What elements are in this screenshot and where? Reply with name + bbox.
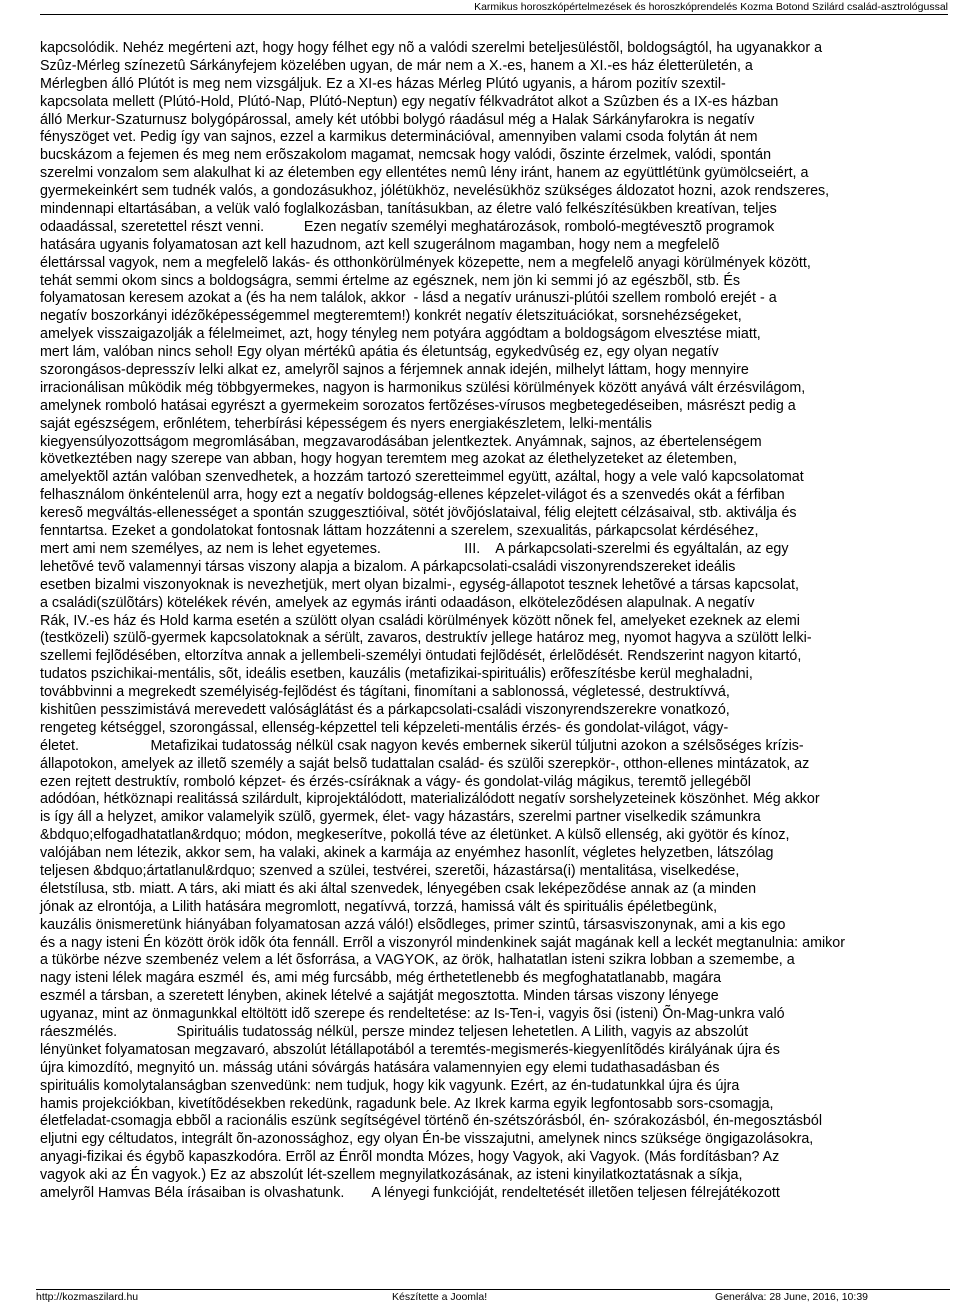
- text-line: amelyrõl Hamvas Béla írásaiban is olvashatunk. A lényegi funkcióját, rendeltetését illetõen teljesen félrejátékozott: [40, 1185, 780, 1201]
- text-line: életet. Metafizikai tudatosság nélkül csak nagyon kevés embernek sikerül túljutni azokon a szélsõséges krízis-: [40, 737, 804, 754]
- text-line: következtében nagy szerepe van abban, hogy hogyan teremtem meg azokat az élethelyzeteket az életemben,: [40, 451, 738, 468]
- text-line: mert ami nem személyes, az nem is lehet egyetemes. III. A párkapcsolati-szerelmi és egyáltalán, az egy: [40, 540, 789, 557]
- page-header: [0, 0, 960, 14]
- text-line: kiegyensúlyozottságom megromlásában, megzavarodásában jelentkeztek. Anyámnak, sajnos, az ébertelenségem: [40, 433, 762, 450]
- footer-url-link[interactable]: http://kozmaszilard.hu: [36, 1291, 139, 1303]
- text-line: odaadással, szeretettel részt venni. Ezen negatív személyi meghatározások, romboló-megtévesztõ programok: [40, 218, 775, 235]
- text-line: mindennapi eltartásában, a velük való foglalkozásban, tanításukban, az életre való felkészítésükben kreatívan, teljes: [40, 201, 777, 218]
- text-line: keresõ megváltás-ellenességet a spontán szuggesztióival, sötét jövõjóslataival, félig elejtett célzásaival, stb. aktiválja és: [40, 505, 797, 522]
- text-line: felhasználom önkéntelenül arra, hogy ezt a negatív boldogság-ellenes képzelet-világot és a szenvedés okát a férfiban: [40, 487, 785, 504]
- text-line: a tükörbe nézve szembenéz velem a lét õsforrása, a VAGYOK, az örök, halhatatlan isteni szikra lobban a szemembe, a: [40, 952, 795, 969]
- article-body: [40, 40, 960, 1203]
- text-line: tehát semmi okom sincs a boldogságra, semmi értelme az egésznek, nem jön ki semmi jó az egészbõl, stb. És: [40, 272, 741, 289]
- text-line: mert lám, valóban nincs sehol! Egy olyan mértékû apátia és életuntság, egykedvûség ez, egy olyan negatív: [40, 344, 719, 361]
- page-footer: [0, 1289, 960, 1303]
- text-line: esetben bizalmi viszonyoknak is nevezhetjük, mert olyan bizalmi-, egység-állapotot tesznek lehetõvé a társas kapcsolat,: [40, 576, 799, 593]
- text-line: eszmél a társban, a szeretett lényben, akinek lételvé a sajátját megosztotta. Minden társas viszony lényege: [40, 988, 719, 1005]
- text-line: életstílusa, stb. miatt. A társ, aki miatt és aki által szenvedek, lényegében csak leképezõdése annak az (a minden: [40, 880, 757, 897]
- text-line: jónak az elrontója, a Lilith hatására megromlott, negatívvá, torzzá, hamissá vált és spirituális épéletbegünk,: [40, 898, 718, 915]
- text-line: folyamatosan keresem azokat a (és ha nem találok, akkor - lásd a negatív uránuszi-plútói szellem romboló erejét - a: [40, 290, 777, 307]
- text-line: életfeladat-csomagja ebbõl a racionális eszünk segítségével történõ én-szétszórásból, én- szórakozásból, én-megosztásból: [40, 1113, 822, 1130]
- text-line: nagy isteni lélek magára eszmél és, ami még furcsább, még érthetetlenebb és megfoghatatlanabb, magára: [40, 970, 722, 987]
- header-divider: [40, 14, 948, 15]
- text-line: gyermekeinkért sem tudnék valós, a gondozásukhoz, jólétükhöz, nevelésükhöz szükséges áldozatot hozni, azok rendszeres,: [40, 183, 830, 200]
- text-line: lehetõvé tevõ valamennyi társas viszony alapja a bizalom. A párkapcsolati-családi viszonyrendszereket ideális: [40, 558, 736, 575]
- footer-credit: Készítette a Joomla!: [392, 1291, 488, 1303]
- footer-generated-date: Generálva: 28 June, 2016, 10:39: [715, 1291, 868, 1303]
- text-line: hamis projekciókban, kivetítõdésekben rekedünk, ragadunk bele. Az Ikrek karma egyik legfontosabb sors-csomagja,: [40, 1095, 774, 1112]
- text-line: irracionálisan mûködik még többgyermekes, nagyon is harmonikus szülési körülmények között anyává vált érzésvilágom,: [40, 379, 806, 396]
- text-line: vagyok aki az Én vagyok.) Ez az abszolút lét-szellem megnyilatkozásának, az isteni kinyilatkoztatásnak a síkja,: [40, 1167, 743, 1184]
- text-line: továbbvinni a megrekedt személyiség-fejlõdést és tágítani, finomítani a sablonossá, végletessé, destruktívvá,: [40, 684, 730, 701]
- text-line: spirituális komolytalanságban szenvedünk: nem tudjuk, hogy kik vagyunk. Ezért, az én-tudatunkkal újra és újra: [40, 1077, 740, 1094]
- text-line: bucskázom a fejemen és meg nem erõszakolom magamat, nemcsak hogy valódi, õszinte érzelmek, valódi, spontán: [40, 147, 772, 164]
- text-line: állapotokon, amelyek az illetõ személy a saját belsõ tudattalan család- és szülõi szerepkör-, otthon-ellenes mintázatok, az: [40, 755, 810, 772]
- text-line: teljesen &bdquo;ártatlanul&rdquo; szenved a szülei, testvérei, szeretõi, házastársa(i) mentalitása, viselkedése,: [40, 862, 740, 879]
- text-line: álló Merkur-Szaturnusz bolygópárossal, amely két utóbbi bolygó ráadásul még a Halak Sárkányfarokra is negatív: [40, 111, 755, 128]
- text-line: kishitûen pesszimistává merevedett valóságlátást és a párkapcsolati-családi viszonyrendszerekre vonatkozó,: [40, 701, 730, 718]
- text-line: kapcsolódik. Nehéz megérteni azt, hogy hogy félhet egy nõ a valódi szerelmi beteljesüléstõl, boldogságtól, ha ugyanakkor a: [40, 40, 823, 56]
- text-line: rengeteg kétséggel, szorongással, ellenség-képzettel teli képzeleti-mentális érzés- és gondolat-világot, vágy-: [40, 719, 729, 736]
- text-line: amelyek visszaigazolják a félelmeimet, azt, hogy tényleg nem potyára aggódtam a boldogságom elvesztése miatt,: [40, 326, 761, 343]
- text-line: szellemi fejlõdésében, eltorzítva annak a jellembeli-személyi öntudati fejlõdését, érlelõdését. Rendszerint nagyon kitartó,: [40, 648, 802, 665]
- text-line: adódóan, hétköznapi realitássá szilárdult, kiprojektálódott, materializálódott negatív sorshelyzeteinek köszönhet. Még akkor: [40, 791, 820, 808]
- text-line: hatására ugyanis folyamatosan azt kell hazudnom, azt kell szugerálnom magamban, hogy nem a megfelelõ: [40, 236, 720, 253]
- text-line: ezen rejtett destruktív, romboló képzet- és érzés-csíráknak a vágy- és gondolat-világ mágikus, teremtõ jellegébõl: [40, 773, 751, 790]
- text-line: Szûz-Mérleg színezetû Sárkányfejem közelében ugyan, de már nem a X.-es, hanem a XI.-es ház életterületén, a: [40, 57, 753, 74]
- text-line: fényszöget vet. Pedig így van sajnos, ezzel a karmikus determinációval, amennyiben valami csoda folytán át nem: [40, 129, 758, 146]
- footer-divider: [36, 1289, 950, 1290]
- text-line: negatív boszorkányi idézõképességemmel megteremtem!) konkrét negatív életszituációkat, sorsnehézségeket,: [40, 308, 742, 325]
- text-line: tudatos pszichikai-mentális, sõt, ideális esetben, kauzális (metafizikai-spirituális) erõfeszítésbe kerül meghaladni,: [40, 666, 753, 683]
- text-line: a családi(szülõtárs) kötelékek révén, amelyek az egymás iránti odaadáson, elkötelezõdésen alapulnak. A negatív: [40, 594, 755, 611]
- text-line: &bdquo;elfogadhatatlan&rdquo; módon, megkeserítve, pokollá téve az életünket. A külsõ ellenség, aki gyötör és kínoz,: [40, 827, 790, 844]
- text-line: lényünket folyamatosan megzavaró, abszolút létállapotából a teremtés-megismerés-kiegyenlítõdés királyának újra és: [40, 1041, 780, 1058]
- text-line: valójában nem létezik, akkor sem, ha valaki, akinek a karmája az enyémhez hasonlít, végletes helyzetben, látszólag: [40, 845, 774, 862]
- text-line: ráeszmélés. Spirituális tudatosság nélkül, persze mindez teljesen lehetetlen. A Lilith, vagyis az abszolút: [40, 1023, 749, 1040]
- text-line: szorongásos-depresszív lelki alkat ez, amelyrõl sajnos a férjemnek annak idején, milhelyt láttam, hogy mennyire: [40, 362, 749, 379]
- text-line: fenntartsa. Ezeket a gondolatokat fontosnak láttam hozzátenni a szerelem, szexualitás, párkapcsolat kérdéséhez,: [40, 523, 759, 540]
- text-line: szerelmi vonzalom sem alakulhat ki az életemben egy ellentétes nemû lény iránt, hanem az együttlétünk gyümölcseiért, a: [40, 165, 809, 182]
- text-line: saját egészségem, erõnlétem, teherbírási képességem és nyers energiakészletem, lelki-mentális: [40, 415, 652, 432]
- text-line: amelynek romboló hatásai egyrészt a gyermekeim sorozatos fertõzéses-vírusos megbetegedéseiben, másrészt pedig a: [40, 397, 796, 414]
- text-line: élettárssal vagyok, nem a megfelelõ lakás- és otthonkörülmények közepette, nem a megfelelõ anyagi körülmények között,: [40, 254, 811, 271]
- text-line: kauzális önismeretünk hiányában folyamatosan azzá váló!) elsõdleges, primer szintû, társasviszonynak, ami a kis ego: [40, 916, 786, 933]
- text-line: (testközeli) szülõ-gyermek kapcsolatoknak a sérült, zavaros, destruktív jellege határoz meg, nyomot hagyva a szülött lelki-: [40, 630, 812, 647]
- text-line: amelyektõl aztán valóban szenvedhetek, a hozzám tartozó szeretteimmel együtt, azáltal, hogy a vele való kapcsolatomat: [40, 469, 804, 486]
- text-line: anyagi-fizikai és égybõ kapaszkodóra. Errõl az Énrõl mondta Mózes, hogy Vagyok, aki Vagyok. (Más fordításban? Az: [40, 1149, 780, 1166]
- text-line: is így áll a helyzet, amikor valamelyik szülõ, gyermek, élet- vagy házastárs, szerelmi partner viselkedik számunkra: [40, 809, 761, 826]
- text-line: kapcsolata mellett (Plútó-Hold, Plútó-Nap, Plútó-Neptun) egy negatív félkvadrátot alkot a Szûzben és a IX-es házban: [40, 93, 779, 110]
- text-line: eljutni egy céltudatos, integrált õn-azonossághoz, egy olyan Én-be visszajutni, amelynek nincs szüksége öngigazolásokra,: [40, 1131, 814, 1148]
- site-title: Karmikus horoszkópértelmezések és horoszkóprendelés Kozma Botond Szilárd család-asztrológussal: [474, 1, 948, 13]
- text-line: Rák, IV.-es ház és Hold karma esetén a szülött olyan családi körülmények között nõnek fel, amelyeket ezeknek az elemi: [40, 612, 800, 629]
- text-line: ugyanaz, mint az önmagunkkal eltöltött idõ szerepe és rendeltetése: az Is-Ten-i, vagyis õsi (isteni) Õn-Mag-unkra való: [40, 1006, 785, 1023]
- text-line: Mérlegben álló Plútót is meg nem vizsgáljuk. Ez a XI-es házas Mérleg Plútó ugyanis, a három pozitív szextil-: [40, 75, 726, 92]
- text-line: és a nagy isteni Én között örök idõk óta fennáll. Errõl a viszonyról mindenkinek saját magának kell a leckét megtanulnia: amikor: [40, 934, 846, 951]
- text-line: újra kimozdító, megnyitó un. másság utáni sóvárgás hatására valamennyien egy elemi tudathasadásban és: [40, 1059, 720, 1076]
